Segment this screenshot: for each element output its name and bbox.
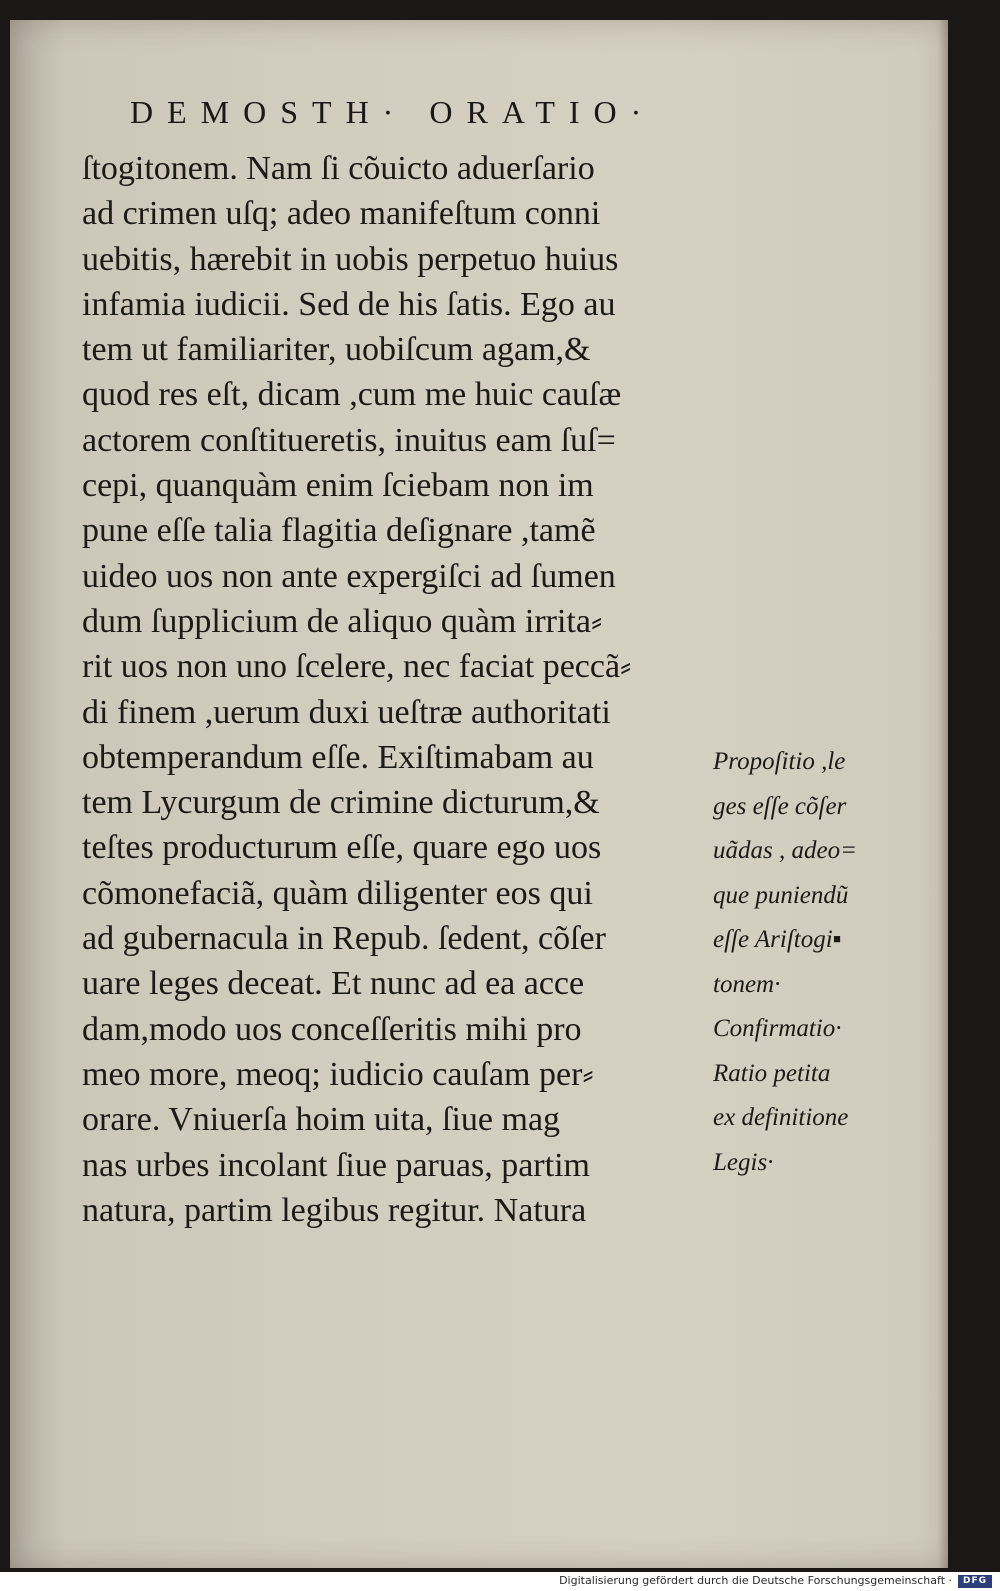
marginal-note-line: Ratio petita: [713, 1059, 831, 1087]
marginal-note-line: Confirmatio·: [713, 1015, 842, 1042]
dfg-logo-icon: DFG: [958, 1575, 992, 1588]
text-line: nas urbes incolant ſiue paruas, partim: [82, 1146, 590, 1184]
book-page: [10, 20, 948, 1568]
text-line: uideo uos non ante expergiſci ad ſumen: [82, 557, 616, 595]
text-line: teſtes producturum eſſe, quare ego uos: [82, 829, 602, 867]
text-line: tem Lycurgum de crimine dicturum,&: [82, 784, 600, 822]
running-head: DEMOSTH· ORATIO·: [130, 94, 656, 130]
marginal-note-line: que puniendũ: [713, 881, 849, 909]
text-line: obtemperandum eſſe. Exiſtimabam au: [82, 738, 594, 776]
marginal-note-line: uãdas , adeo=: [713, 837, 857, 864]
text-line: pune eſſe talia flagitia deſignare ,tamẽ: [82, 512, 596, 550]
text-line: uare leges deceat. Et nunc ad ea acce: [82, 965, 585, 1003]
text-line: infamia iudicii. Sed de his ſatis. Ego au: [82, 285, 616, 323]
marginal-note-line: Legis·: [713, 1148, 774, 1176]
marginal-note-line: Propoſitio ,le: [713, 748, 846, 775]
text-line: ad gubernacula in Repub. ſedent, cõſer: [82, 920, 606, 958]
text-line: orare. Vniuerſa hoim uita, ſiue mag: [82, 1101, 561, 1139]
text-line: actorem conſtitueretis, inuitus eam ſuſ=: [82, 421, 616, 459]
text-line: dam,modo uos conceſſeritis mihi pro: [82, 1010, 582, 1048]
text-line: cõmonefaciã, quàm diligenter eos qui: [82, 874, 593, 912]
text-line: cepi, quanquàm enim ſciebam non im: [82, 467, 594, 505]
marginal-note-line: tonem·: [713, 970, 781, 998]
marginal-note-line: ges eſſe cõſer: [713, 792, 847, 820]
text-line: ad crimen uſq; adeo manifeſtum conni: [82, 195, 601, 233]
text-line: di finem ,uerum duxi ueſtræ authoritati: [82, 693, 611, 731]
text-line: rit uos non uno ſcelere, nec faciat peccã⸗: [82, 648, 632, 686]
marginal-note-line: eſſe Ariſtogi▪: [713, 926, 842, 953]
text-line: uebitis, hærebit in uobis perpetuo huius: [82, 240, 619, 278]
body-text: [82, 146, 732, 1233]
marginal-note-line: ex definitione: [713, 1104, 849, 1131]
footer-bar: [0, 1572, 1000, 1591]
funding-credit: Digitalisierung gefördert durch die Deutsche Forschungsgemeinschaft ·: [559, 1574, 952, 1587]
text-line: ſtogitonem. Nam ſi cõuicto aduerſario: [82, 150, 595, 187]
marginal-notes: [713, 740, 953, 1185]
text-line: quod res eſt, dicam ,cum me huic cauſæ: [82, 376, 622, 414]
text-line: dum ſupplicium de aliquo quàm irrita⸗: [82, 602, 603, 640]
text-line: natura, partim legibus regitur. Natura: [82, 1191, 587, 1229]
text-line: tem ut familiariter, uobiſcum agam,&: [82, 331, 591, 369]
text-line: meo more, meoq; iudicio cauſam per⸗: [82, 1055, 594, 1093]
